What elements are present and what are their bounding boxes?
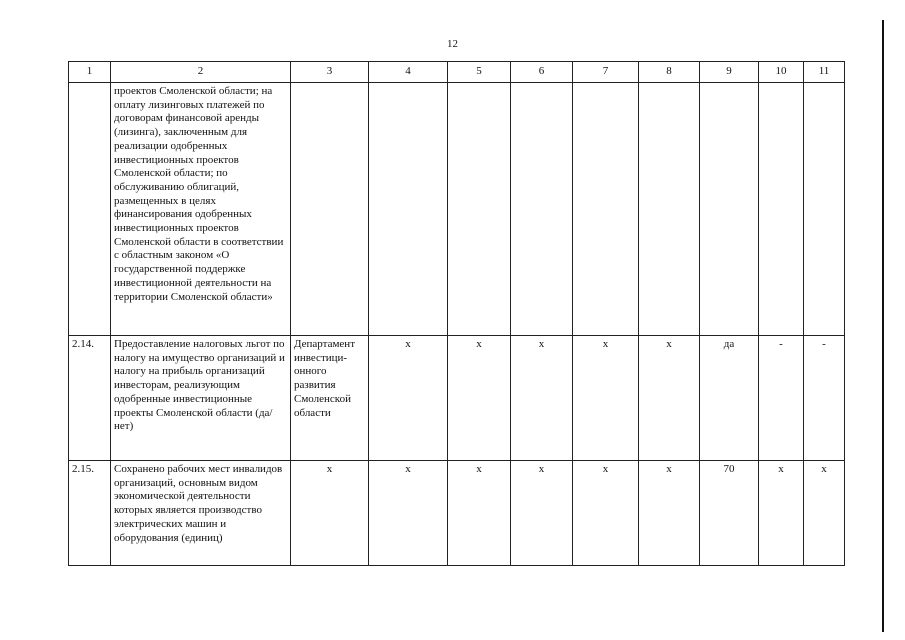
responsible-cell bbox=[291, 83, 369, 336]
row-number-cell: 2.15. bbox=[69, 461, 111, 566]
responsible-cell: x bbox=[291, 461, 369, 566]
value-cell: x bbox=[759, 461, 804, 566]
value-cell bbox=[448, 83, 511, 336]
value-cell: - bbox=[804, 336, 845, 461]
value-cell bbox=[369, 83, 448, 336]
value-cell: - bbox=[759, 336, 804, 461]
indicator-text-cell: Предоставление налоговых льгот по налогу на имущество организаций и налогу на прибыль организаций инвесторам, реализующим одобренные инвестиционные проекты Смоленской области (да/нет) bbox=[111, 336, 291, 461]
value-cell: x bbox=[511, 336, 573, 461]
column-header: 7 bbox=[573, 62, 639, 83]
column-header: 5 bbox=[448, 62, 511, 83]
value-cell bbox=[639, 83, 700, 336]
column-header: 1 bbox=[69, 62, 111, 83]
responsible-cell: Департамент инвестици-онного развития Смоленской области bbox=[291, 336, 369, 461]
indicator-table bbox=[68, 61, 845, 566]
page-number: 12 bbox=[447, 38, 458, 50]
value-cell: x bbox=[511, 461, 573, 566]
value-cell: x bbox=[639, 336, 700, 461]
value-cell: x bbox=[639, 461, 700, 566]
row-number-cell bbox=[69, 83, 111, 336]
column-header: 9 bbox=[700, 62, 759, 83]
table-row bbox=[69, 461, 845, 566]
value-cell: x bbox=[573, 336, 639, 461]
value-cell bbox=[804, 83, 845, 336]
header-row bbox=[69, 62, 845, 83]
column-header: 10 bbox=[759, 62, 804, 83]
value-cell: x bbox=[573, 461, 639, 566]
indicator-text-cell: проектов Смоленской области; на оплату лизинговых платежей по договорам финансовой аренды (лизинга), заключенным для реализации одобренных инвестиционных проектов Смоленской области; по обслуживанию облигаций, размещенных в целях финансирования одобренных инвестиционных проектов Смоленской области в соответствии с областным законом «О государственной поддержке инвестиционной деятельности на территории Смоленской области» bbox=[111, 83, 291, 336]
value-cell: x bbox=[804, 461, 845, 566]
column-header: 4 bbox=[369, 62, 448, 83]
value-cell: x bbox=[369, 336, 448, 461]
row-number-cell: 2.14. bbox=[69, 336, 111, 461]
column-header: 8 bbox=[639, 62, 700, 83]
table-row bbox=[69, 83, 845, 336]
column-header: 6 bbox=[511, 62, 573, 83]
value-cell: x bbox=[448, 461, 511, 566]
value-cell bbox=[759, 83, 804, 336]
column-header: 2 bbox=[111, 62, 291, 83]
value-cell: x bbox=[448, 336, 511, 461]
column-header: 3 bbox=[291, 62, 369, 83]
value-cell: x bbox=[369, 461, 448, 566]
value-cell: 70 bbox=[700, 461, 759, 566]
indicator-text-cell: Сохранено рабочих мест инвалидов организаций, основным видом экономической деятельности которых является производство электрических машин и оборудования (единиц) bbox=[111, 461, 291, 566]
column-header: 11 bbox=[804, 62, 845, 83]
value-cell bbox=[700, 83, 759, 336]
scan-edge-line bbox=[882, 20, 884, 632]
value-cell bbox=[511, 83, 573, 336]
value-cell bbox=[573, 83, 639, 336]
value-cell: да bbox=[700, 336, 759, 461]
table-row bbox=[69, 336, 845, 461]
